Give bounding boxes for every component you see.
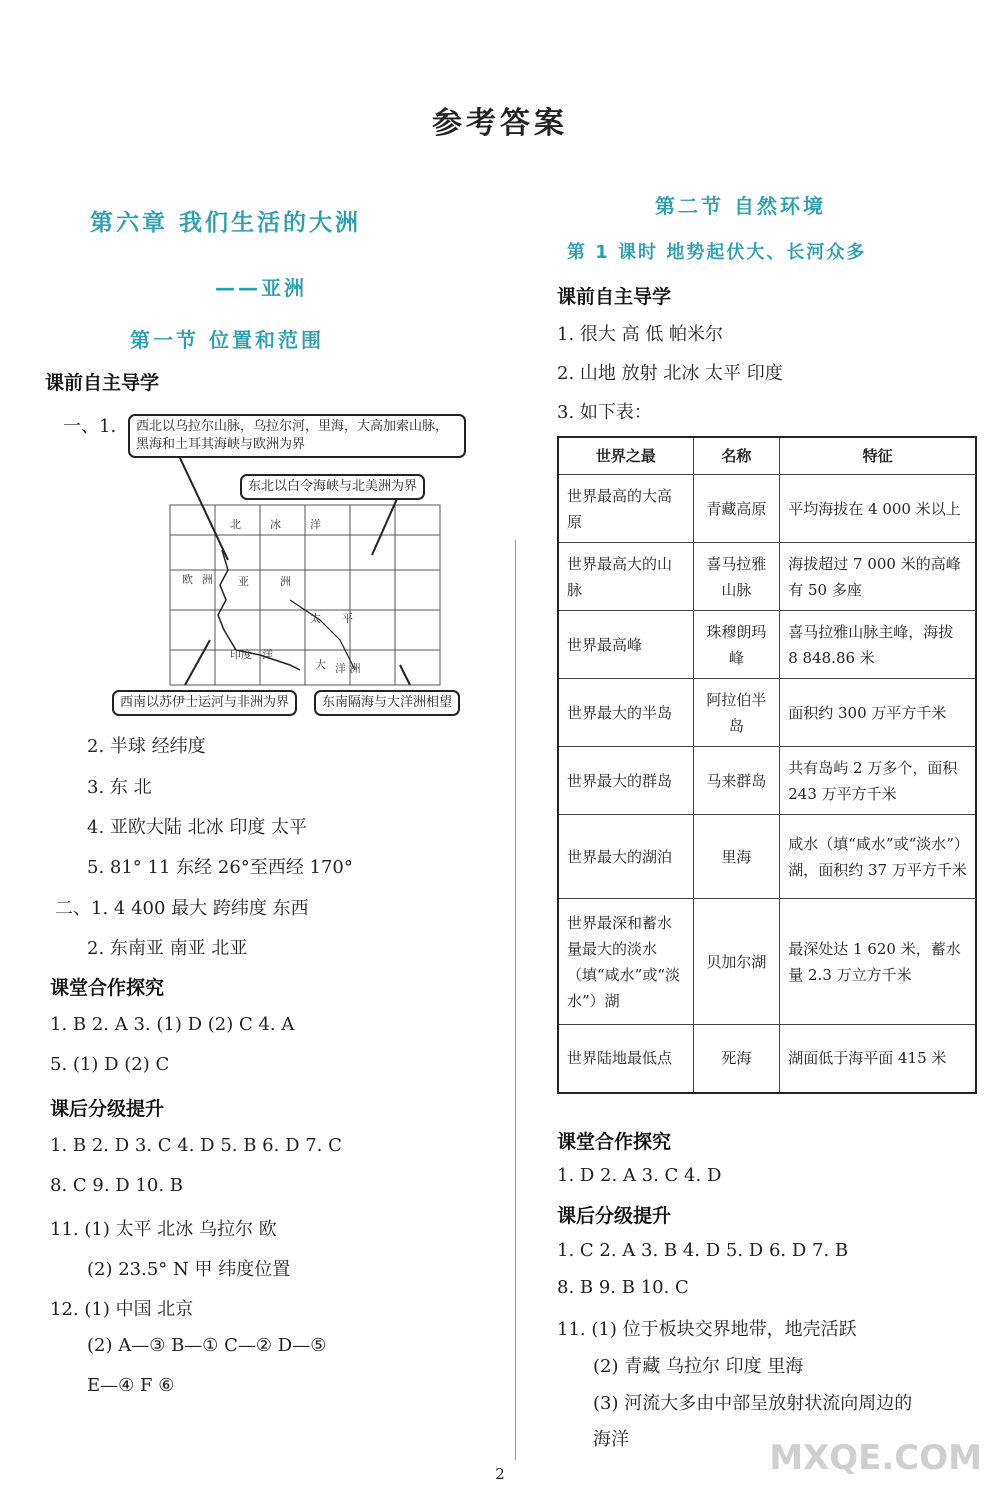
callout-northwest: 西北以乌拉尔山脉，乌拉尔河，里海，大高加索山脉，黑海和土耳其海峡与欧洲为界 — [128, 414, 466, 458]
table-cell: 面积约 300 万平方千米 — [780, 679, 976, 747]
answer-line: (2) 青藏 乌拉尔 印度 里海 — [593, 1356, 804, 1377]
table-cell: 最深处达 1 620 米，蓄水量 2.3 万立方千米 — [780, 899, 976, 1025]
table-cell: 海拔超过 7 000 米的高峰有 50 多座 — [780, 543, 976, 611]
table-header: 世界之最 — [558, 437, 693, 475]
answer-line: 4. 亚欧大陆 北冰 印度 太平 — [87, 817, 308, 838]
answer-line: 11. (1) 太平 北冰 乌拉尔 欧 — [50, 1219, 277, 1240]
chapter-heading: 第六章 我们生活的大洲 — [90, 210, 362, 236]
map-label-eu: 欧 — [182, 573, 193, 586]
table-cell: 世界最大的群岛 — [558, 747, 693, 815]
table-row — [558, 543, 976, 611]
arrow-nw — [180, 458, 228, 560]
column-divider — [515, 540, 516, 1460]
answer-line: 二、1. 4 400 最大 跨纬度 东西 — [55, 898, 309, 919]
answer-line: 3. 如下表： — [557, 402, 652, 423]
table-cell: 世界最深和蓄水量最大的淡水（填“咸水”或“淡水”）湖 — [558, 899, 693, 1025]
table-cell: 世界陆地最低点 — [558, 1025, 693, 1093]
table-row — [558, 747, 976, 815]
table-cell: 贝加尔湖 — [693, 899, 780, 1025]
callout-southeast: 东南隔海与大洋洲相望 — [314, 690, 460, 716]
map-label-ping: 平 — [342, 612, 353, 625]
answer-line: 12. (1) 中国 北京 — [50, 1299, 194, 1320]
map-label-ice: 冰 — [270, 518, 281, 531]
map-label-tai: 太 — [310, 612, 321, 625]
arrow-ne — [372, 492, 400, 555]
table-cell: 平均海拔在 4 000 米以上 — [780, 475, 976, 543]
table-cell: 世界最大的湖泊 — [558, 815, 693, 899]
table-cell: 马来群岛 — [693, 747, 780, 815]
table-cell: 世界最高的大高原 — [558, 475, 693, 543]
answer-line: 5. 81° 11 东经 26°至西经 170° — [87, 857, 353, 878]
coop-heading-right: 课堂合作探究 — [557, 1131, 672, 1153]
table-cell: 死海 — [693, 1025, 780, 1093]
table-cell: 咸水（填“咸水”或“淡水”）湖，面积约 37 万平方千米 — [780, 815, 976, 899]
arrow-sw — [185, 640, 210, 685]
coop-heading: 课堂合作探究 — [50, 977, 165, 999]
after-heading-right: 课后分级提升 — [557, 1205, 672, 1227]
map-label-zhou2: 洲 — [280, 575, 291, 588]
map-label-ocean: 洋 — [310, 518, 321, 531]
map-label-yang-zhou: 洋 洲 — [335, 662, 361, 675]
world-records-table — [557, 436, 977, 1094]
answer-line: 8. C 9. D 10. B — [50, 1175, 184, 1196]
callout-southwest: 西南以苏伊士运河与非洲为界 — [112, 690, 297, 716]
answer-line: 11. (1) 位于板块交界地带，地壳活跃 — [557, 1319, 857, 1340]
table-cell: 青藏高原 — [693, 475, 780, 543]
answer-line: 1. D 2. A 3. C 4. D — [557, 1165, 722, 1186]
table-header: 名称 — [693, 437, 780, 475]
lesson-heading: 第 1 课时 地势起伏大、长河众多 — [567, 242, 867, 263]
answer-line: (2) 23.5° N 甲 纬度位置 — [87, 1259, 291, 1280]
after-heading: 课后分级提升 — [50, 1098, 165, 1120]
table-cell: 阿拉伯半岛 — [693, 679, 780, 747]
answer-line: 1. B 2. D 3. C 4. D 5. B 6. D 7. C — [50, 1135, 342, 1156]
table-header-row — [558, 437, 976, 475]
answer-line: 海洋 — [593, 1429, 629, 1450]
chapter-subheading: ——亚洲 — [215, 276, 307, 300]
answer-line: 1. C 2. A 3. B 4. D 5. D 6. D 7. B — [557, 1240, 849, 1261]
page-title: 参考答案 — [432, 106, 568, 141]
table-cell: 喜马拉雅山脉主峰，海拔 8 848.86 米 — [780, 611, 976, 679]
section-heading: 第一节 位置和范围 — [130, 328, 324, 352]
item-1-label: 一、1. — [63, 416, 117, 437]
table-cell: 湖面低于海平面 415 米 — [780, 1025, 976, 1093]
table-cell: 世界最高大的山脉 — [558, 543, 693, 611]
table-cell: 世界最高峰 — [558, 611, 693, 679]
pre-study-heading-right: 课前自主导学 — [557, 286, 672, 308]
table-header: 特征 — [780, 437, 976, 475]
table-cell: 珠穆朗玛峰 — [693, 611, 780, 679]
map-label-indian: 印度 — [230, 648, 252, 661]
map-label-ya: 亚 — [238, 575, 249, 588]
arrow-se — [400, 665, 410, 685]
section-heading-right: 第二节 自然环境 — [655, 194, 826, 218]
table-cell: 共有岛屿 2 万多个，面积 243 万平方千米 — [780, 747, 976, 815]
answer-line: (2) A—③ B—① C—② D—⑤ — [87, 1335, 327, 1356]
table-cell: 喜马拉雅山脉 — [693, 543, 780, 611]
table-row — [558, 1025, 976, 1093]
answer-line: 8. B 9. B 10. C — [557, 1277, 689, 1298]
watermark: MXQE.COM — [769, 1438, 982, 1478]
answer-line: 2. 山地 放射 北冰 太平 印度 — [557, 363, 783, 384]
callout-northeast: 东北以白令海峡与北美洲为界 — [240, 474, 425, 500]
table-cell: 里海 — [693, 815, 780, 899]
table-row — [558, 899, 976, 1025]
answer-line: 1. B 2. A 3. (1) D (2) C 4. A — [50, 1014, 295, 1035]
table-cell: 世界最大的半岛 — [558, 679, 693, 747]
answer-line: (3) 河流大多由中部呈放射状流向周边的 — [593, 1393, 913, 1414]
page-number: 2 — [495, 1465, 505, 1483]
answer-line: E—④ F ⑥ — [87, 1375, 175, 1396]
map-label-da: 大 — [315, 658, 326, 671]
answer-line: 2. 东南亚 南亚 北亚 — [87, 938, 248, 959]
map-label-north: 北 — [230, 518, 241, 531]
table-row — [558, 815, 976, 899]
map-label-yang: 洋 — [262, 648, 273, 661]
answer-line: 1. 很大 高 低 帕米尔 — [557, 324, 724, 345]
answer-line: 3. 东 北 — [87, 777, 152, 798]
map-label-zhou: 洲 — [202, 573, 213, 586]
table-row — [558, 475, 976, 543]
table-row — [558, 679, 976, 747]
answer-line: 2. 半球 经纬度 — [87, 736, 206, 757]
pre-study-heading: 课前自主导学 — [45, 372, 160, 394]
table-row — [558, 611, 976, 679]
answer-line: 5. (1) D (2) C — [50, 1054, 170, 1075]
